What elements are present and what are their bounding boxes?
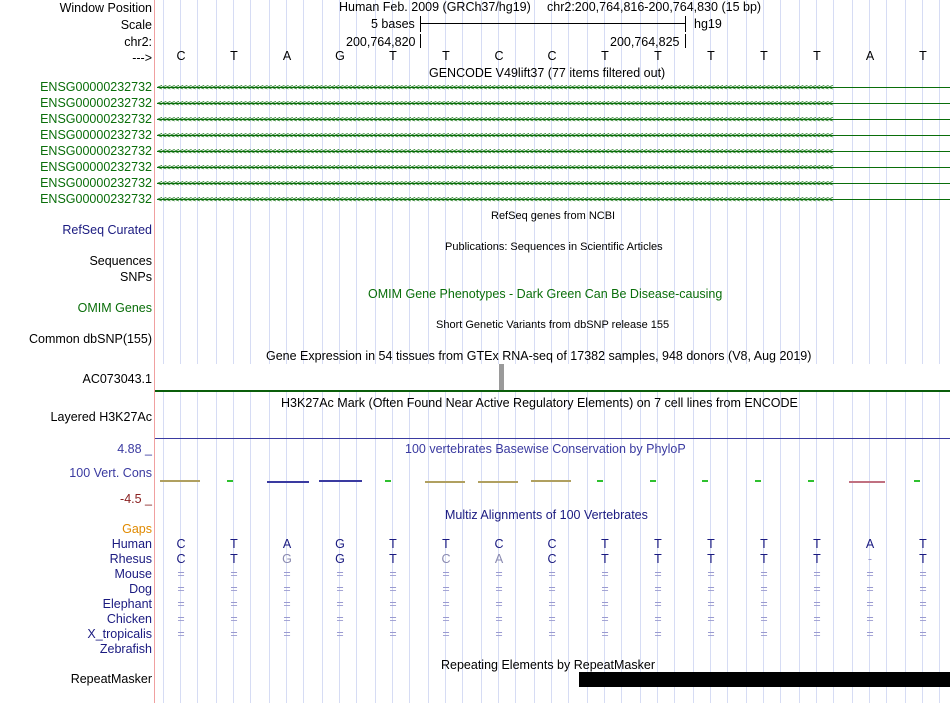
- gencode-strand-chevrons: <<<<<<<<<<<<<<<<<<<<<<<<<<<<<<<<<<<<<<<<<<<<<<<<<<<<<<<<<<<<<<<<<<<<<<<<<<<<<<<<<<<<<<<<<<<<<<<<<<<<<<<<<<<<<<<<<<<<<<<<<<<<<<<<<<<<<<<<<<<<<<<<<<<<<<<<<<<<<<<<: [157, 180, 832, 188]
- scale-bar-right-tick: [685, 16, 686, 32]
- track-data-panel[interactable]: [155, 0, 950, 703]
- species-label-chicken: Chicken: [106, 612, 152, 626]
- alignment-base: =: [230, 597, 238, 611]
- reference-base: T: [919, 49, 927, 63]
- alignment-base: =: [866, 597, 874, 611]
- alignment-base: C: [547, 537, 557, 551]
- alignment-base: =: [177, 627, 185, 641]
- alignment-base: T: [601, 552, 609, 566]
- reference-base: T: [760, 49, 768, 63]
- alignment-base: =: [707, 597, 715, 611]
- alignment-base: =: [283, 627, 291, 641]
- alignment-base: =: [177, 582, 185, 596]
- assembly-title: Human Feb. 2009 (GRCh37/hg19): [339, 0, 531, 14]
- coordinate-left-tick: [420, 34, 421, 48]
- cons-bar-14: [849, 481, 885, 483]
- alignment-base: =: [760, 612, 768, 626]
- alignment-base: =: [919, 612, 927, 626]
- reference-base: C: [176, 49, 186, 63]
- alignment-base: T: [919, 537, 927, 551]
- cons-bar-12: [755, 480, 761, 482]
- gencode-item-label[interactable]: ENSG00000232732: [40, 144, 152, 158]
- conservation-track-label[interactable]: 100 Vert. Cons: [69, 466, 152, 480]
- alignment-base: =: [495, 627, 503, 641]
- scale-bar: [420, 23, 685, 24]
- strand-arrow-label: --->: [132, 51, 152, 65]
- alignment-base: =: [442, 597, 450, 611]
- gencode-item-label[interactable]: ENSG00000232732: [40, 176, 152, 190]
- alignment-base: =: [442, 582, 450, 596]
- reference-base: T: [813, 49, 821, 63]
- alignment-base: T: [654, 537, 662, 551]
- alignment-base: T: [707, 537, 715, 551]
- alignment-base: -: [867, 552, 873, 566]
- alignment-base: T: [230, 552, 238, 566]
- omim-track-label[interactable]: OMIM Genes: [77, 301, 152, 315]
- h3k27ac-track-label[interactable]: Layered H3K27Ac: [50, 410, 152, 424]
- reference-base: T: [601, 49, 609, 63]
- species-label-human: Human: [111, 537, 152, 551]
- gaps-label: Gaps: [122, 522, 152, 536]
- alignment-base: T: [707, 552, 715, 566]
- pubs-sequences-label[interactable]: Sequences: [89, 254, 152, 268]
- alignment-base: =: [919, 627, 927, 641]
- alignment-base: =: [548, 567, 556, 581]
- alignment-base: =: [389, 597, 397, 611]
- h3k27ac-signal: [155, 438, 950, 439]
- alignment-base: T: [230, 537, 238, 551]
- alignment-base: C: [547, 552, 557, 566]
- reference-base: A: [282, 49, 292, 63]
- omim-track-title[interactable]: OMIM Gene Phenotypes - Dark Green Can Be Disease-causing: [368, 287, 723, 301]
- alignment-base: =: [389, 627, 397, 641]
- gencode-strand-chevrons: <<<<<<<<<<<<<<<<<<<<<<<<<<<<<<<<<<<<<<<<<<<<<<<<<<<<<<<<<<<<<<<<<<<<<<<<<<<<<<<<<<<<<<<<<<<<<<<<<<<<<<<<<<<<<<<<<<<<<<<<<<<<<<<<<<<<<<<<<<<<<<<<<<<<<<<<<<<<<<<<: [157, 132, 832, 140]
- gencode-item-label[interactable]: ENSG00000232732: [40, 192, 152, 206]
- cons-bar-9: [597, 480, 603, 482]
- gencode-strand-chevrons: <<<<<<<<<<<<<<<<<<<<<<<<<<<<<<<<<<<<<<<<<<<<<<<<<<<<<<<<<<<<<<<<<<<<<<<<<<<<<<<<<<<<<<<<<<<<<<<<<<<<<<<<<<<<<<<<<<<<<<<<<<<<<<<<<<<<<<<<<<<<<<<<<<<<<<<<<<<<<<<<: [157, 164, 832, 172]
- alignment-base: T: [813, 552, 821, 566]
- gencode-strand-chevrons: <<<<<<<<<<<<<<<<<<<<<<<<<<<<<<<<<<<<<<<<<<<<<<<<<<<<<<<<<<<<<<<<<<<<<<<<<<<<<<<<<<<<<<<<<<<<<<<<<<<<<<<<<<<<<<<<<<<<<<<<<<<<<<<<<<<<<<<<<<<<<<<<<<<<<<<<<<<<<<<<: [157, 100, 832, 108]
- alignment-base: =: [389, 567, 397, 581]
- pubs-track-title[interactable]: Publications: Sequences in Scientific Articles: [445, 241, 663, 253]
- alignment-base: =: [495, 582, 503, 596]
- alignment-base: =: [919, 597, 927, 611]
- alignment-base: =: [548, 582, 556, 596]
- alignment-base: T: [919, 552, 927, 566]
- cons-bar-10: [650, 480, 656, 482]
- alignment-base: =: [548, 627, 556, 641]
- cons-bar-1: [160, 480, 200, 482]
- cons-bar-6: [425, 481, 465, 483]
- alignment-base: =: [548, 597, 556, 611]
- scale-bar-left-tick: [420, 16, 421, 32]
- alignment-base: =: [654, 597, 662, 611]
- gtex-track-label[interactable]: AC073043.1: [82, 372, 152, 386]
- gencode-strand-chevrons: <<<<<<<<<<<<<<<<<<<<<<<<<<<<<<<<<<<<<<<<<<<<<<<<<<<<<<<<<<<<<<<<<<<<<<<<<<<<<<<<<<<<<<<<<<<<<<<<<<<<<<<<<<<<<<<<<<<<<<<<<<<<<<<<<<<<<<<<<<<<<<<<<<<<<<<<<<<<<<<<: [157, 116, 832, 124]
- alignment-base: =: [866, 582, 874, 596]
- alignment-base: =: [654, 582, 662, 596]
- cons-bar-15: [914, 480, 920, 482]
- gtex-track-title[interactable]: Gene Expression in 54 tissues from GTEx RNA-seq of 17382 samples, 948 donors (V8, Aug 2019): [266, 349, 812, 363]
- coordinate-right-tick: [685, 34, 686, 48]
- alignment-base: =: [495, 612, 503, 626]
- alignment-base: =: [283, 612, 291, 626]
- alignment-base: =: [495, 597, 503, 611]
- alignment-base: =: [230, 567, 238, 581]
- alignment-base: =: [601, 627, 609, 641]
- conservation-min-label: -4.5 _: [120, 492, 152, 506]
- reference-base: C: [547, 49, 557, 63]
- alignment-base: T: [389, 537, 397, 551]
- reference-base: C: [494, 49, 504, 63]
- repeatmasker-track-title[interactable]: Repeating Elements by RepeatMasker: [441, 658, 656, 672]
- alignment-base: =: [389, 612, 397, 626]
- gencode-item-label[interactable]: ENSG00000232732: [40, 80, 152, 94]
- species-label-elephant: Elephant: [102, 597, 152, 611]
- alignment-base: =: [654, 612, 662, 626]
- alignment-base: =: [389, 582, 397, 596]
- alignment-base: =: [866, 612, 874, 626]
- alignment-base: =: [813, 627, 821, 641]
- db-label: hg19: [694, 17, 722, 31]
- alignment-base: =: [442, 567, 450, 581]
- alignment-base: =: [760, 582, 768, 596]
- reference-base: T: [389, 49, 397, 63]
- repeatmasker-element[interactable]: [579, 672, 950, 687]
- alignment-base: =: [177, 567, 185, 581]
- species-label-x-tropicalis: X_tropicalis: [87, 627, 152, 641]
- alignment-base: =: [336, 567, 344, 581]
- alignment-base: =: [230, 627, 238, 641]
- species-label-rhesus: Rhesus: [109, 552, 152, 566]
- cons-bar-13: [808, 480, 814, 482]
- cons-bar-3: [267, 481, 309, 483]
- alignment-base: C: [176, 552, 186, 566]
- alignment-base: C: [176, 537, 186, 551]
- scale-bar-text: 5 bases: [371, 17, 415, 31]
- alignment-base: =: [548, 612, 556, 626]
- species-label-zebrafish: Zebrafish: [99, 642, 152, 656]
- gencode-strand-chevrons: <<<<<<<<<<<<<<<<<<<<<<<<<<<<<<<<<<<<<<<<<<<<<<<<<<<<<<<<<<<<<<<<<<<<<<<<<<<<<<<<<<<<<<<<<<<<<<<<<<<<<<<<<<<<<<<<<<<<<<<<<<<<<<<<<<<<<<<<<<<<<<<<<<<<<<<<<<<<<<<<: [157, 148, 832, 156]
- alignment-base: =: [707, 582, 715, 596]
- alignment-base: =: [442, 612, 450, 626]
- dbsnp-track-title[interactable]: Short Genetic Variants from dbSNP release 155: [436, 319, 670, 331]
- dbsnp-track-label[interactable]: Common dbSNP(155): [29, 332, 152, 346]
- gtex-expression-bar[interactable]: [499, 364, 504, 390]
- cons-bar-8: [531, 480, 571, 482]
- multiz-track-title[interactable]: Multiz Alignments of 100 Vertebrates: [445, 508, 648, 522]
- chromosome-label: chr2:: [124, 35, 152, 49]
- conservation-track-title[interactable]: 100 vertebrates Basewise Conservation by PhyloP: [405, 442, 686, 456]
- conservation-max-label: 4.88 _: [117, 442, 152, 456]
- alignment-base: =: [813, 612, 821, 626]
- reference-base: T: [230, 49, 238, 63]
- gencode-item-label[interactable]: ENSG00000232732: [40, 96, 152, 110]
- alignment-base: =: [177, 597, 185, 611]
- alignment-base: =: [813, 582, 821, 596]
- alignment-base: =: [336, 582, 344, 596]
- species-label-mouse: Mouse: [114, 567, 152, 581]
- alignment-base: =: [601, 582, 609, 596]
- alignment-base: G: [335, 552, 345, 566]
- reference-base: G: [335, 49, 345, 63]
- alignment-base: =: [283, 567, 291, 581]
- cons-bar-7: [478, 481, 518, 483]
- alignment-base: A: [865, 537, 875, 551]
- alignment-base: T: [654, 552, 662, 566]
- coordinate-left: 200,764,820: [346, 35, 416, 49]
- gencode-item-label[interactable]: ENSG00000232732: [40, 112, 152, 126]
- alignment-base: =: [919, 582, 927, 596]
- reference-base: A: [865, 49, 875, 63]
- cons-bar-2: [227, 480, 233, 482]
- alignment-base: G: [282, 552, 292, 566]
- alignment-base: =: [336, 627, 344, 641]
- alignment-base: C: [441, 552, 451, 566]
- alignment-base: =: [760, 627, 768, 641]
- reference-base: T: [442, 49, 450, 63]
- cons-bar-4: [319, 480, 362, 482]
- refseq-track-label[interactable]: RefSeq Curated: [62, 223, 152, 237]
- alignment-base: =: [336, 612, 344, 626]
- h3k27ac-track-title[interactable]: H3K27Ac Mark (Often Found Near Active Regulatory Elements) on 7 cell lines from ENCODE: [281, 396, 798, 410]
- window-position-label: Window Position: [59, 1, 152, 15]
- gencode-item-label[interactable]: ENSG00000232732: [40, 128, 152, 142]
- refseq-track-title[interactable]: RefSeq genes from NCBI: [491, 210, 616, 222]
- alignment-base: =: [495, 567, 503, 581]
- alignment-base: =: [919, 567, 927, 581]
- alignment-base: =: [601, 612, 609, 626]
- alignment-base: =: [866, 627, 874, 641]
- gtex-baseline: [155, 390, 950, 392]
- alignment-base: =: [760, 567, 768, 581]
- alignment-base: =: [760, 597, 768, 611]
- gencode-track-title[interactable]: GENCODE V49lift37 (77 items filtered out): [429, 66, 666, 80]
- cons-bar-11: [702, 480, 708, 482]
- alignment-base: =: [813, 597, 821, 611]
- alignment-base: =: [707, 567, 715, 581]
- alignment-base: =: [707, 612, 715, 626]
- gtex-track-area: [155, 364, 950, 391]
- gencode-strand-chevrons: <<<<<<<<<<<<<<<<<<<<<<<<<<<<<<<<<<<<<<<<<<<<<<<<<<<<<<<<<<<<<<<<<<<<<<<<<<<<<<<<<<<<<<<<<<<<<<<<<<<<<<<<<<<<<<<<<<<<<<<<<<<<<<<<<<<<<<<<<<<<<<<<<<<<<<<<<<<<<<<<: [157, 84, 832, 92]
- alignment-base: =: [866, 567, 874, 581]
- alignment-base: =: [283, 582, 291, 596]
- alignment-base: G: [335, 537, 345, 551]
- alignment-base: =: [283, 597, 291, 611]
- gencode-item-label[interactable]: ENSG00000232732: [40, 160, 152, 174]
- scale-label: Scale: [120, 18, 152, 32]
- alignment-base: =: [601, 567, 609, 581]
- alignment-base: =: [654, 627, 662, 641]
- alignment-base: T: [813, 537, 821, 551]
- alignment-base: T: [760, 552, 768, 566]
- alignment-base: T: [601, 537, 609, 551]
- alignment-base: A: [282, 537, 292, 551]
- alignment-base: =: [230, 612, 238, 626]
- gencode-strand-chevrons: <<<<<<<<<<<<<<<<<<<<<<<<<<<<<<<<<<<<<<<<<<<<<<<<<<<<<<<<<<<<<<<<<<<<<<<<<<<<<<<<<<<<<<<<<<<<<<<<<<<<<<<<<<<<<<<<<<<<<<<<<<<<<<<<<<<<<<<<<<<<<<<<<<<<<<<<<<<<<<<<: [157, 196, 832, 204]
- alignment-base: A: [494, 552, 504, 566]
- alignment-base: =: [230, 582, 238, 596]
- coordinate-right: 200,764,825: [610, 35, 680, 49]
- alignment-base: T: [760, 537, 768, 551]
- alignment-base: =: [654, 567, 662, 581]
- position-readout: chr2:200,764,816-200,764,830 (15 bp): [547, 0, 762, 14]
- track-labels-panel: [0, 0, 154, 703]
- cons-bar-5: [385, 480, 391, 482]
- repeatmasker-track-label[interactable]: RepeatMasker: [70, 672, 152, 686]
- alignment-base: =: [601, 597, 609, 611]
- reference-base: T: [707, 49, 715, 63]
- alignment-base: =: [177, 612, 185, 626]
- alignment-base: T: [389, 552, 397, 566]
- species-label-dog: Dog: [129, 582, 152, 596]
- alignment-base: =: [813, 567, 821, 581]
- alignment-base: =: [707, 627, 715, 641]
- alignment-base: =: [336, 597, 344, 611]
- alignment-base: =: [442, 627, 450, 641]
- reference-base: T: [654, 49, 662, 63]
- alignment-base: C: [494, 537, 504, 551]
- conservation-plot: [155, 472, 950, 488]
- alignment-base: T: [442, 537, 450, 551]
- pubs-snps-label[interactable]: SNPs: [120, 270, 152, 284]
